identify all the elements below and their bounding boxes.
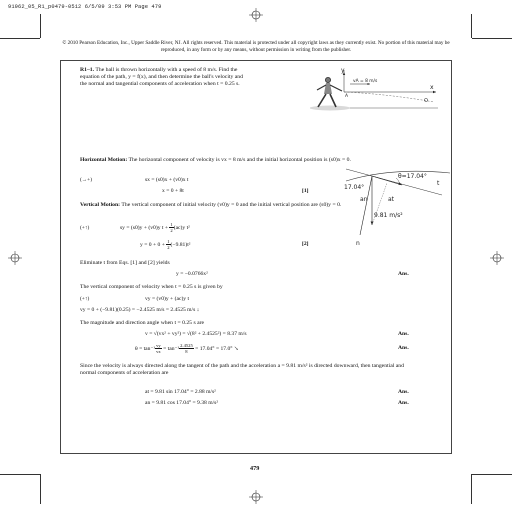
tangent-label: t (437, 180, 440, 187)
horizontal-sign-convention: (→+) (80, 177, 93, 183)
crop-mark (40, 14, 41, 38)
copyright-notice: © 2010 Pearson Education, Inc., Upper Saddle River, NJ. All rights reserved. This material is protected under all copyright laws as they currently exist. No portion of this material may be reproduced, in any form or by any means, without permission in writing from the publisher. (62, 40, 450, 53)
vertical-position-part: y = 0 + 0 + (140, 241, 167, 248)
answer-label: Ans. (398, 389, 409, 395)
content-frame (60, 60, 452, 454)
answer-label: Ans. (398, 331, 409, 337)
normal-equation: an = 9.81 cos 17.04° = 9.38 m/s² (145, 400, 218, 406)
crop-mark (471, 14, 472, 38)
half-fraction: $\frac{1}{2}$ (170, 222, 173, 233)
crop-mark (471, 474, 472, 504)
tangential-equation: at = 9.81 sin 17.04° = 2.88 m/s² (145, 389, 216, 395)
crop-mark (472, 474, 512, 475)
magnitude-equation: v = √(vx² + vy²) = √(8² + 2.4525²) = 8.37 m/s (145, 331, 247, 337)
crop-mark (40, 474, 41, 504)
normal-label: n (356, 240, 360, 247)
vertical-position-equation (140, 239, 190, 250)
page-number: 479 (250, 465, 260, 472)
registration-mark-icon (8, 251, 22, 265)
velocity-result: vy = 0 + (−9.81)(0.25) = −2.4525 m/s = 2.4525 m/s ↓ (80, 307, 200, 313)
equation-tag-1: [1] (302, 188, 309, 194)
crop-mark (0, 38, 40, 39)
tangential-label: at (388, 196, 395, 203)
ball-icon (424, 98, 427, 101)
ball-trajectory (344, 92, 434, 102)
velocity-sign-convention: (+↑) (80, 296, 90, 302)
point-a-label: A (345, 94, 349, 99)
answer-label: Ans. (398, 345, 409, 351)
horizontal-heading: Horizontal Motion: (80, 157, 128, 163)
gravity-label: 9.81 m/s² (374, 212, 403, 219)
velocity-label: vA = 8 m/s (353, 79, 378, 84)
print-slug: 91962_05_R1_p0479-0512 6/5/09 3:53 PM Page 479 (8, 4, 162, 10)
vertical-sign-convention: (+↑) (80, 225, 90, 231)
velocity-text: The vertical component of velocity when t = 0.25 s is given by (80, 284, 223, 290)
angle-equation (135, 343, 239, 354)
angle-label-2: 17.04° (344, 184, 365, 191)
horizontal-position-equation: x = 0 + 8t (162, 188, 184, 194)
eliminate-text: Eliminate t from Eqs. [1] and [2] yields (80, 260, 170, 266)
numeric-ratio: $\frac{2.4525}{8}$ (180, 343, 193, 354)
vertical-motion-paragraph (80, 202, 410, 209)
registration-mark-icon (249, 490, 263, 504)
angle-equation-part: θ = tan⁻¹ (135, 345, 156, 352)
horizontal-motion-paragraph (80, 157, 410, 164)
half-fraction: $\frac{1}{2}$ (167, 239, 170, 250)
problem-statement (80, 67, 250, 89)
problem-text: The ball is thrown horizontally with a speed of 8 m/s. Find the equation of the path, y = f(x), and then determine the ball's velocity and the normal and tangential components of acceleration when t = 0.25 s. (80, 67, 243, 88)
horizontal-equation: sx = (s0)x + (v0)x t (145, 177, 189, 183)
ground-shadow (310, 106, 350, 111)
path-equation: y = −0.0766x² (176, 271, 208, 277)
equation-tag-2: [2] (302, 241, 309, 247)
problem-number: R1–1. (80, 67, 95, 73)
horizontal-text: The horizontal component of velocity is vx = 8 m/s and the initial horizontal position is (s0)x = 0. (127, 157, 351, 163)
vertical-equation-part: sy = (s0)y + (v0)y t + (120, 224, 170, 231)
vertical-equation (120, 222, 190, 233)
angle-equation-part: = tan⁻¹ (161, 345, 180, 352)
pitcher-figure (308, 68, 440, 114)
velocity-equation: vy = (v0)y + (ac)y t (145, 296, 190, 302)
registration-mark-icon (249, 8, 263, 22)
registration-mark-icon (490, 251, 504, 265)
crop-mark (472, 38, 512, 39)
angle-equation-part: = 17.04° = 17.0° ↘ (193, 345, 239, 352)
crop-mark (0, 474, 40, 475)
x-axis-label: x (430, 84, 434, 91)
tangent-line (346, 169, 442, 195)
y-axis-label: y (341, 68, 345, 74)
vertical-position-part: (−9.81)t² (170, 241, 191, 248)
magnitude-text: The magnitude and direction angle when t = 0.25 s are (80, 320, 205, 326)
pitcher-icon (317, 77, 342, 107)
vertical-heading: Vertical Motion: (80, 202, 121, 208)
acceleration-text: Since the velocity is always directed along the tangent of the path and the acceleration a = 9.81 m/s² is directed downward, then tangential and normal components of acceleration are (80, 363, 404, 377)
answer-label: Ans. (398, 271, 409, 277)
x-axis-arrow-icon (433, 91, 436, 93)
vertical-text: The vertical component of initial velocity (v0)y = 0 and the initial vertical position are (s0)y = 0. (120, 202, 342, 208)
vertical-equation-part: (ac)y t² (173, 224, 190, 231)
answer-label: Ans. (398, 400, 409, 406)
velocity-ratio: $\frac{vy}{vx}$ (156, 343, 161, 354)
normal-accel-label: an (360, 196, 368, 203)
angle-label: θ=17.04° (398, 173, 427, 180)
